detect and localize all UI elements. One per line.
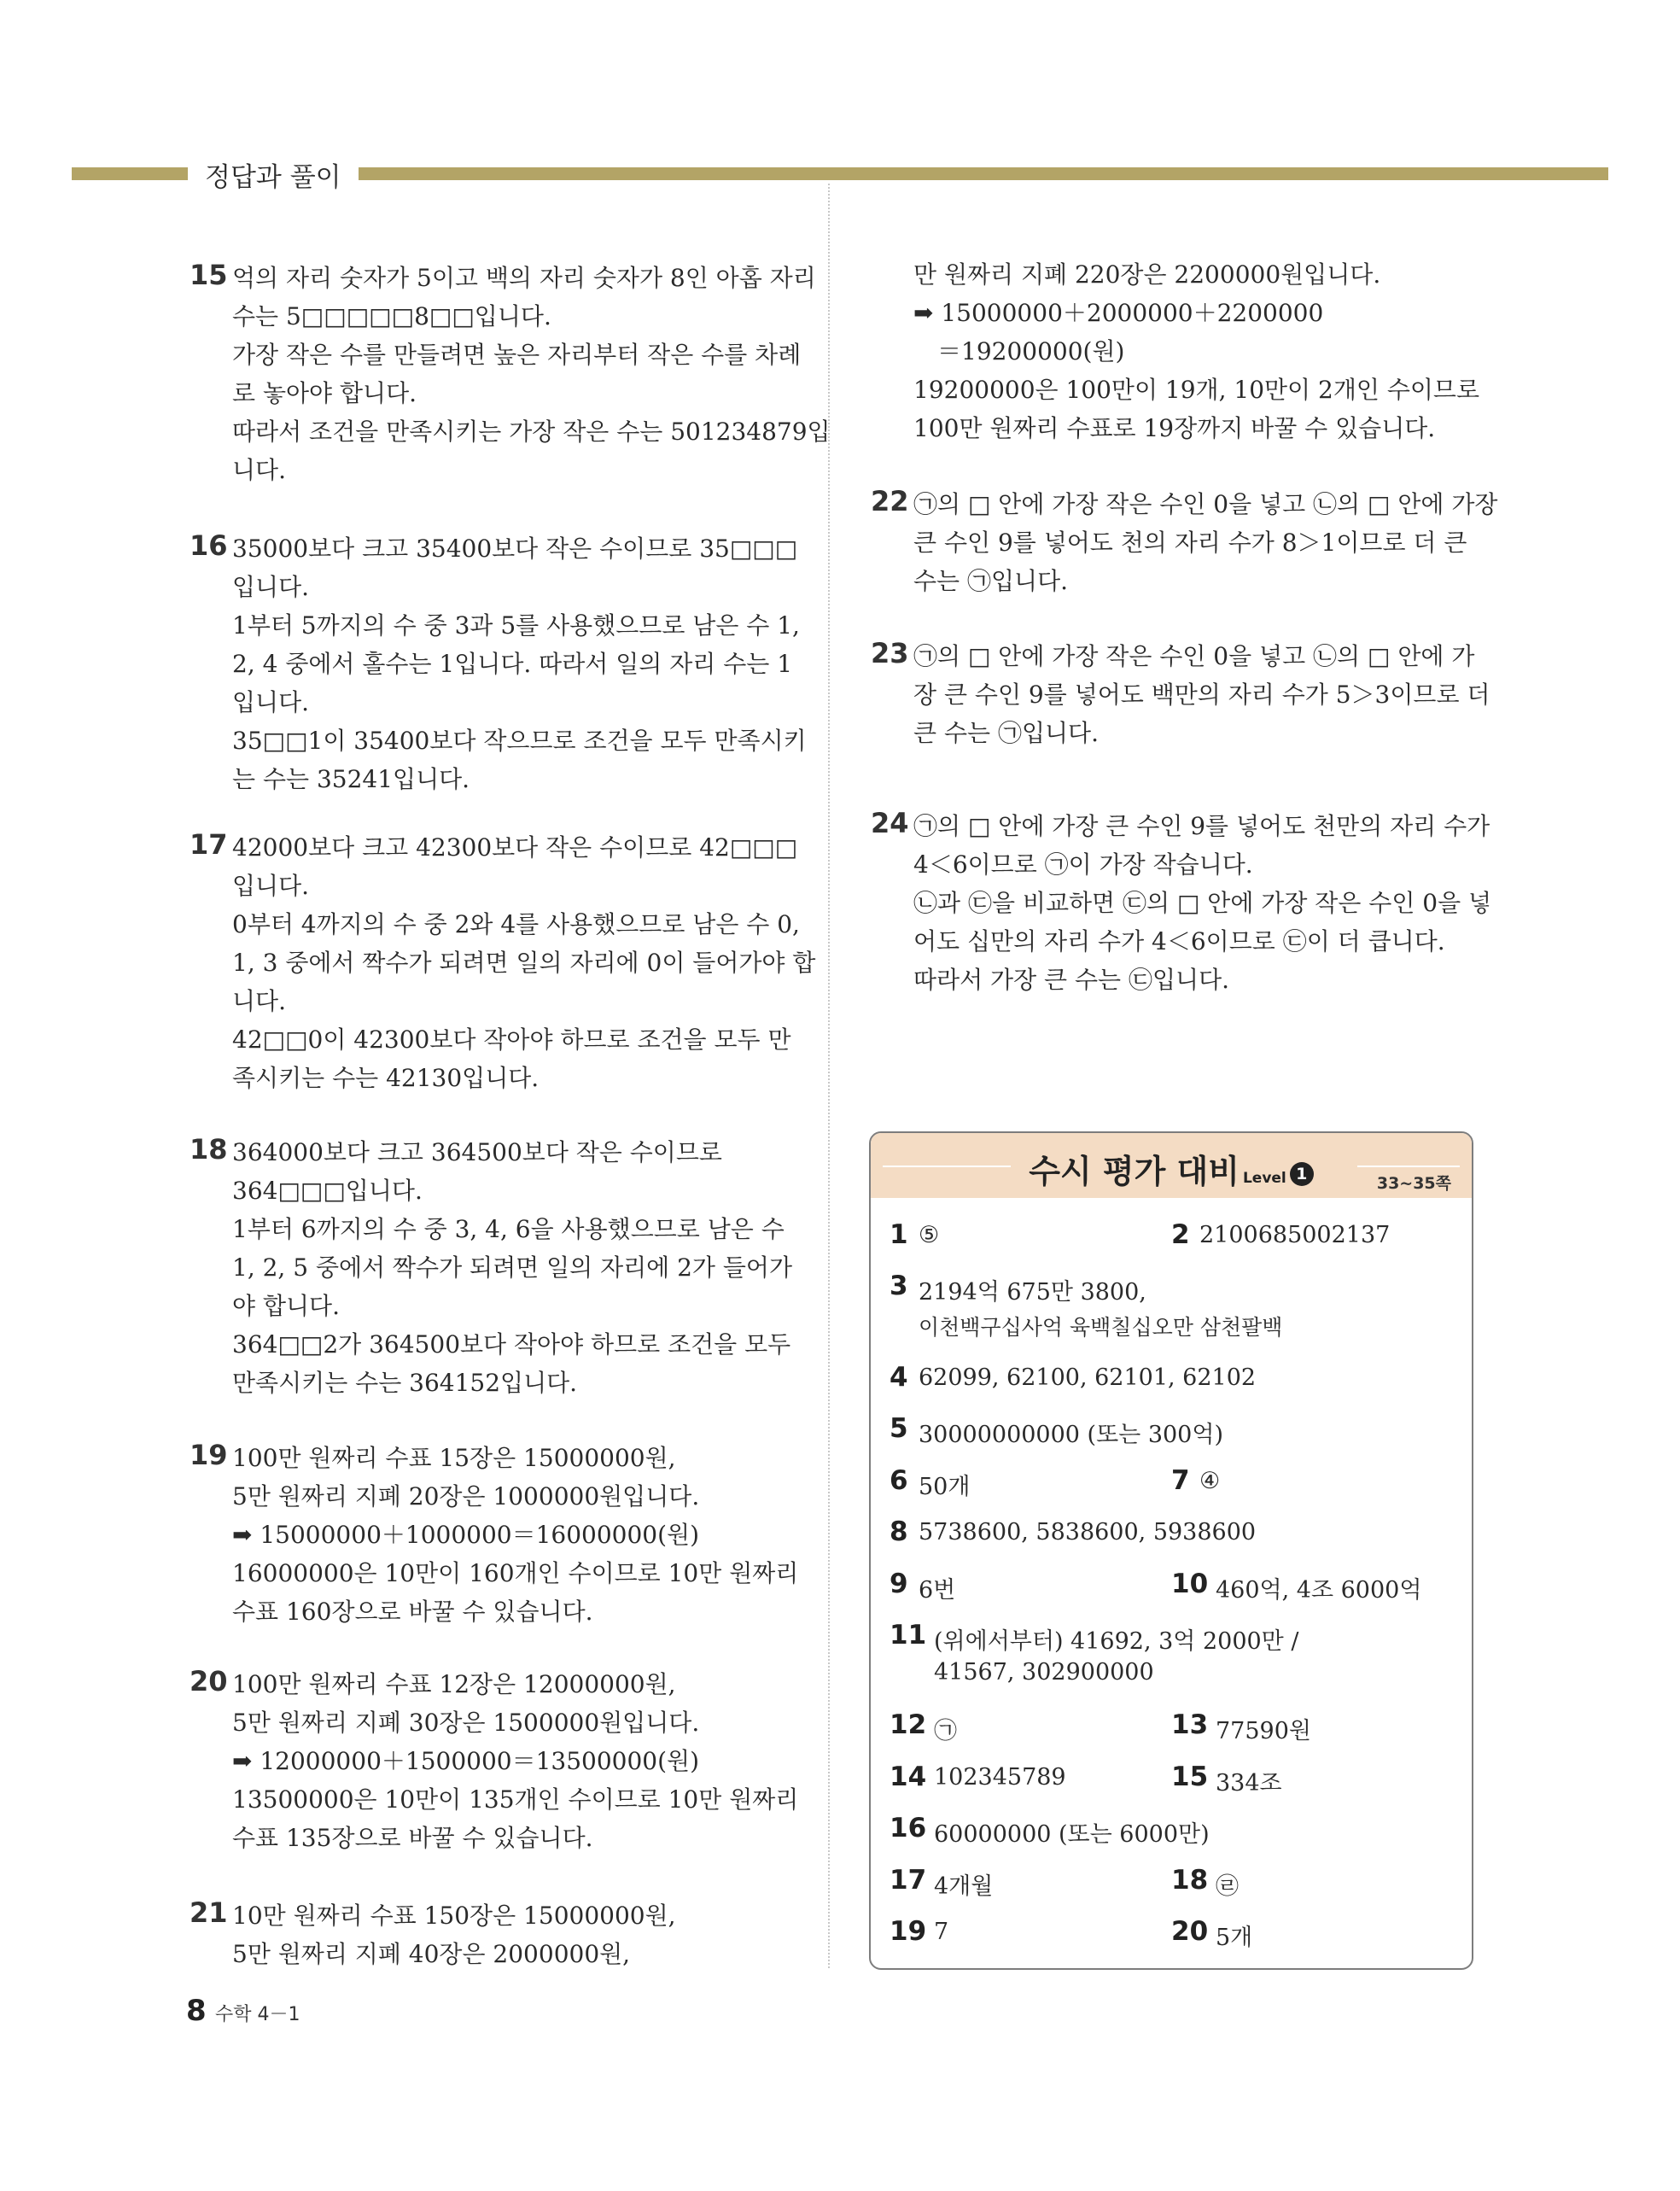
panel-level-label: Level (1242, 1170, 1286, 1187)
solution-line: 입니다. (232, 872, 310, 900)
solution-line: 13500000은 10만이 135개인 수이므로 10만 원짜리 (232, 1785, 799, 1814)
solution-line: ➡ 15000000＋1000000＝16000000(원) (232, 1521, 699, 1549)
answer-text: 102345789 (934, 1764, 1066, 1791)
problem-number: 21 (190, 1896, 228, 1929)
problem-number: 22 (871, 485, 909, 517)
solution-line: 수표 135장으로 바꿀 수 있습니다. (232, 1824, 593, 1852)
solution-line: 1, 2, 5 중에서 짝수가 되려면 일의 자리에 2가 들어가 (232, 1253, 793, 1282)
solution-line: 42□□0이 42300보다 작아야 하므로 조건을 모두 만 (232, 1025, 791, 1054)
answer-text: 41567, 302900000 (934, 1659, 1154, 1686)
answer-number: 2 (1171, 1219, 1190, 1250)
solution-line: 억의 자리 숫자가 5이고 백의 자리 숫자가 8인 아홉 자리 (232, 264, 816, 292)
answer-number: 20 (1171, 1916, 1209, 1947)
problem-21 (190, 1896, 676, 1973)
solution-line: 19200000은 100만이 19개, 10만이 2개인 수이므로 (913, 376, 1480, 404)
problem-22 (871, 485, 1498, 600)
solution-line: 장 큰 수인 9를 넣어도 백만의 자리 수가 5＞3이므로 더 (913, 681, 1490, 709)
solution-line: 5만 원짜리 지폐 20장은 1000000원입니다. (232, 1482, 700, 1510)
answer-text: 이천백구십사억 육백칠십오만 삼천팔백 (919, 1315, 1283, 1340)
answer-text: 4개월 (934, 1873, 994, 1900)
solution-line: 니다. (232, 987, 286, 1015)
answer-text: 2100685002137 (1199, 1222, 1391, 1248)
answer-number: 14 (890, 1762, 927, 1792)
answer-number: 9 (890, 1569, 908, 1599)
solution-line: 입니다. (232, 573, 310, 601)
answer-text: 7 (934, 1919, 949, 1945)
solution-line: 100만 원짜리 수표로 19장까지 바꿀 수 있습니다. (913, 414, 1436, 442)
solution-line: ㉠의 □ 안에 가장 큰 수인 9를 넣어도 천만의 자리 수가 (913, 812, 1490, 840)
answer-number: 8 (890, 1516, 908, 1547)
solution-line: 가장 작은 수를 만들려면 높은 자리부터 작은 수를 차례 (232, 341, 802, 369)
solution-line: 5만 원짜리 지폐 40장은 2000000원, (232, 1940, 631, 1968)
answer-text: 30000000000 (또는 300억) (919, 1422, 1223, 1448)
solution-line: 364000보다 크고 364500보다 작은 수이므로 (232, 1138, 722, 1166)
problem-21-continued (913, 255, 1479, 447)
answer-number: 1 (890, 1219, 908, 1250)
answer-number: 16 (890, 1813, 927, 1843)
solution-line: 로 놓아야 합니다. (232, 379, 417, 407)
panel-title-text: 수시 평가 대비 (1029, 1153, 1240, 1190)
solution-line: 35□□1이 35400보다 작으므로 조건을 모두 만족시키 (232, 727, 807, 755)
answer-text: ⑤ (919, 1222, 940, 1248)
solution-line: ➡ 15000000＋2000000＋2200000 (913, 299, 1324, 327)
solution-line: 100만 원짜리 수표 15장은 15000000원, (232, 1444, 676, 1472)
solution-line: 큰 수인 9를 넣어도 천의 자리 수가 8＞1이므로 더 큰 (913, 529, 1467, 557)
answer-text: 50개 (919, 1474, 971, 1500)
panel-pages: 33~35쪽 (1376, 1174, 1451, 1193)
solution-line: 큰 수는 ㉠입니다. (913, 719, 1099, 747)
answer-text: 460억, 4조 6000억 (1216, 1577, 1422, 1604)
solution-line: 364□□2가 364500보다 작아야 하므로 조건을 모두 (232, 1330, 791, 1358)
answer-text: ㉣ (1216, 1873, 1239, 1900)
answer-number: 17 (890, 1865, 927, 1896)
problem-number: 23 (871, 637, 909, 669)
problem-20 (190, 1665, 799, 1857)
solution-line: 만족시키는 수는 364152입니다. (232, 1369, 578, 1397)
answer-number: 5 (890, 1413, 908, 1444)
answer-number: 6 (890, 1465, 908, 1496)
solution-line: 1부터 6까지의 수 중 3, 4, 6을 사용했으므로 남은 수 (232, 1215, 785, 1243)
answer-number: 11 (890, 1620, 927, 1651)
answer-text: 5개 (1216, 1925, 1253, 1951)
problem-24 (871, 807, 1492, 999)
problem-number: 24 (871, 807, 909, 839)
answer-number: 18 (1171, 1865, 1209, 1896)
answer-text: (위에서부터) 41692, 3억 2000만 / (934, 1628, 1299, 1655)
answer-text: ④ (1199, 1468, 1221, 1494)
problem-18 (190, 1133, 793, 1402)
answer-number: 7 (1171, 1465, 1190, 1496)
page-number: 8 (186, 1994, 207, 2028)
problem-17 (190, 828, 816, 1097)
answer-text: 60000000 (또는 6000만) (934, 1821, 1210, 1848)
solution-line: 1, 3 중에서 짝수가 되려면 일의 자리에 0이 들어가야 합 (232, 949, 816, 977)
solution-line: 5만 원짜리 지폐 30장은 1500000원입니다. (232, 1709, 700, 1737)
answer-number: 13 (1171, 1709, 1209, 1740)
answer-number: 10 (1171, 1569, 1209, 1599)
problem-number: 16 (190, 529, 228, 562)
solution-line: 입니다. (232, 688, 310, 716)
solution-line: 0부터 4까지의 수 중 2와 4를 사용했으므로 남은 수 0, (232, 910, 800, 938)
solution-line: 1부터 5까지의 수 중 3과 5를 사용했으므로 남은 수 1, (232, 611, 800, 640)
header-bar-right (359, 167, 1608, 180)
solution-line: ＝19200000(원) (913, 337, 1125, 365)
solution-line: 는 수는 35241입니다. (232, 765, 470, 793)
solution-line: 35000보다 크고 35400보다 작은 수이므로 35□□□ (232, 535, 798, 563)
solution-line: 수는 ㉠입니다. (913, 567, 1069, 595)
problem-number: 19 (190, 1439, 228, 1471)
solution-line: 수표 160장으로 바꿀 수 있습니다. (232, 1598, 593, 1626)
solution-line: 10만 원짜리 수표 150장은 15000000원, (232, 1902, 676, 1930)
solution-line: 니다. (232, 456, 286, 484)
solution-line: 364□□□입니다. (232, 1177, 423, 1205)
solution-line: 4＜6이므로 ㉠이 가장 작습니다. (913, 850, 1253, 879)
problem-number: 20 (190, 1665, 228, 1697)
solution-line: 2, 4 중에서 홀수는 1입니다. 따라서 일의 자리 수는 1 (232, 650, 793, 678)
panel-header (871, 1133, 1472, 1198)
answer-text: 6번 (919, 1577, 956, 1604)
answer-text: ㉠ (934, 1718, 957, 1744)
answer-panel (869, 1131, 1473, 1970)
answer-text: 62099, 62100, 62101, 62102 (919, 1364, 1257, 1391)
problem-number: 15 (190, 259, 228, 291)
problem-16 (190, 529, 807, 798)
solution-line: 족시키는 수는 42130입니다. (232, 1064, 540, 1092)
answer-number: 4 (890, 1362, 908, 1393)
answer-text: 5738600, 5838600, 5938600 (919, 1519, 1257, 1545)
solution-line: ㉡과 ㉢을 비교하면 ㉢의 □ 안에 가장 작은 수인 0을 넣 (913, 889, 1492, 917)
answer-number: 3 (890, 1271, 908, 1301)
solution-line: 만 원짜리 지폐 220장은 2200000원입니다. (913, 260, 1381, 289)
footer-subject: 수학 4－1 (215, 2004, 300, 2025)
problem-15 (190, 259, 831, 489)
solution-line: 야 합니다. (232, 1292, 340, 1320)
solution-line: 어도 십만의 자리 수가 4＜6이므로 ㉢이 더 큽니다. (913, 927, 1445, 955)
solution-line: 수는 5□□□□□8□□입니다. (232, 302, 551, 330)
answer-text: 2194억 675만 3800, (919, 1279, 1146, 1306)
solution-line: ㉠의 □ 안에 가장 작은 수인 0을 넣고 ㉡의 □ 안에 가장 (913, 490, 1498, 518)
answer-text: 334조 (1216, 1770, 1282, 1797)
answer-number: 19 (890, 1916, 927, 1947)
problem-number: 18 (190, 1133, 228, 1166)
header-bar-left (72, 167, 188, 180)
solution-line: 따라서 가장 큰 수는 ㉢입니다. (913, 966, 1230, 994)
solution-line: ㉠의 □ 안에 가장 작은 수인 0을 넣고 ㉡의 □ 안에 가 (913, 642, 1475, 670)
solution-line: ➡ 12000000＋1500000＝13500000(원) (232, 1747, 699, 1775)
solution-line: 42000보다 크고 42300보다 작은 수이므로 42□□□ (232, 833, 798, 862)
header-title: 정답과 풀이 (205, 162, 341, 193)
problem-23 (871, 637, 1490, 752)
problem-number: 17 (190, 828, 228, 861)
answer-text: 77590원 (1216, 1718, 1311, 1744)
solution-line: 16000000은 10만이 160개인 수이므로 10만 원짜리 (232, 1559, 799, 1587)
level-badge: 1 (1290, 1162, 1314, 1186)
solution-line: 100만 원짜리 수표 12장은 12000000원, (232, 1670, 676, 1698)
answer-number: 12 (890, 1709, 927, 1740)
solution-line: 따라서 조건을 만족시키는 가장 작은 수는 501234879입 (232, 418, 831, 446)
problem-19 (190, 1439, 799, 1631)
answer-number: 15 (1171, 1762, 1209, 1792)
